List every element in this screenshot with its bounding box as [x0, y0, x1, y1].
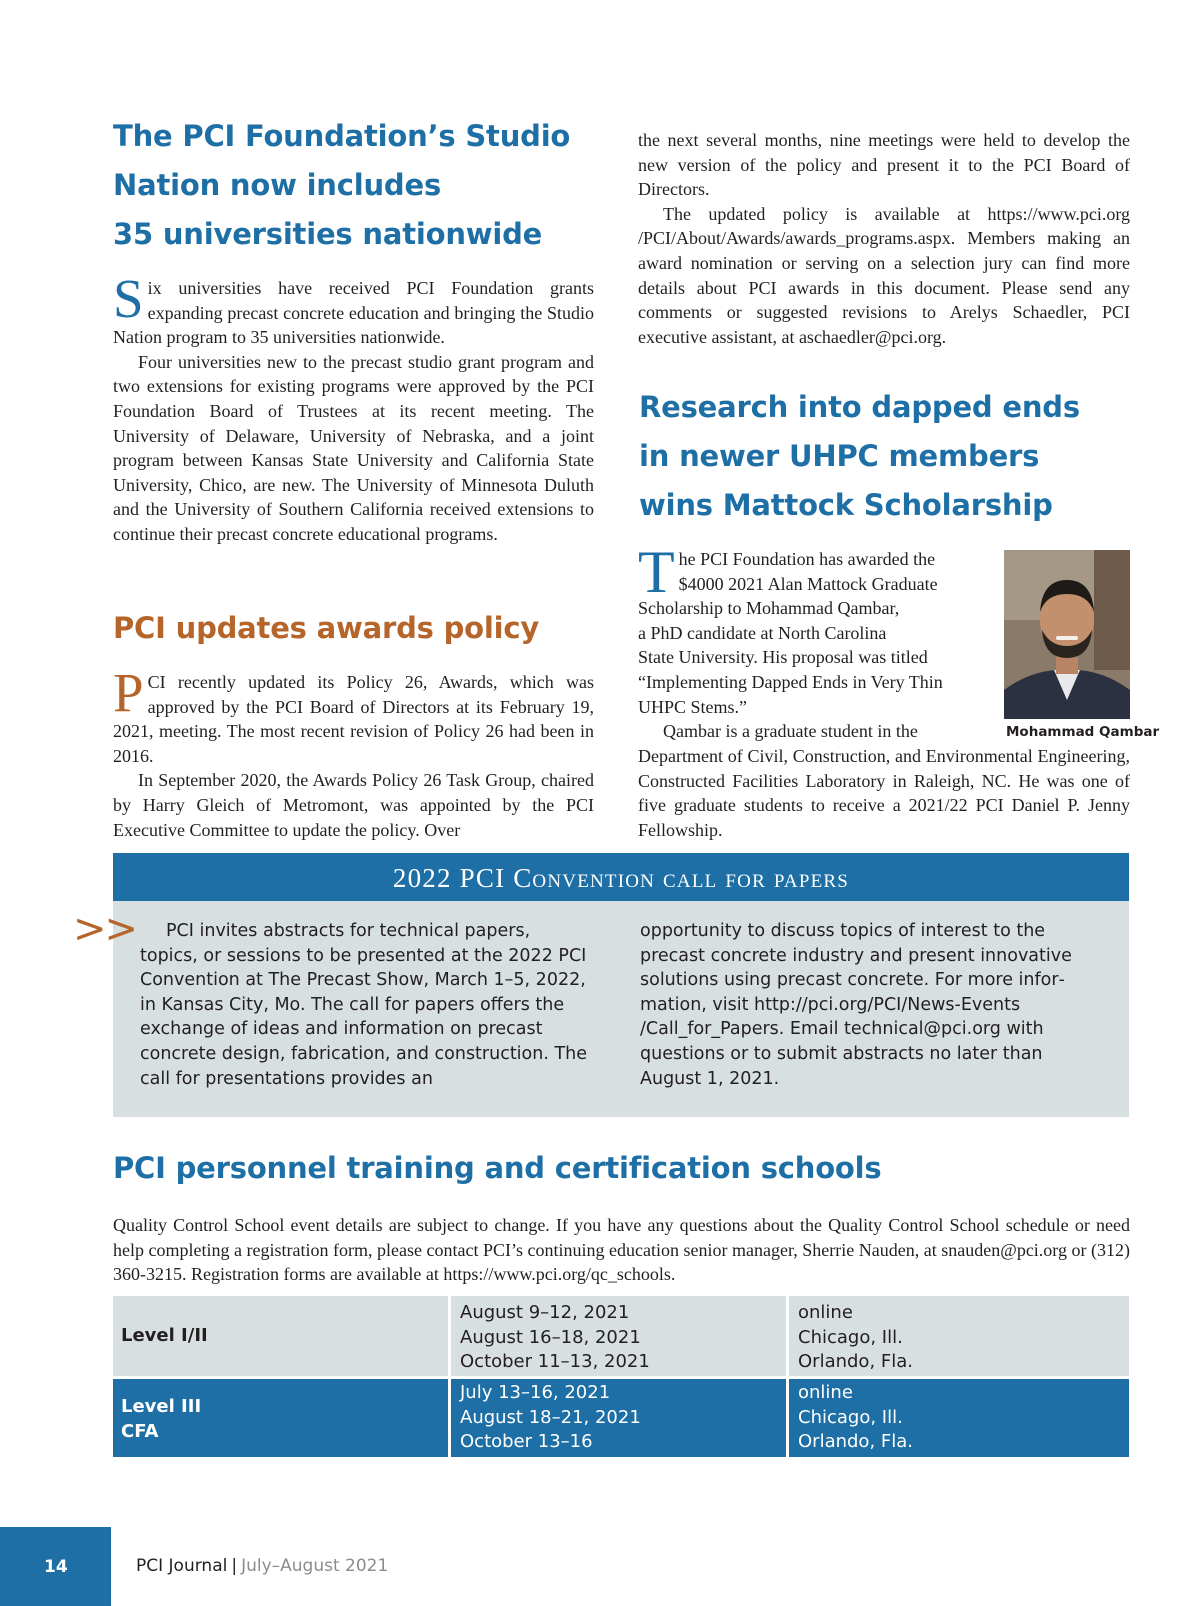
footer-journal — [136, 1556, 388, 1576]
schools-intro: Quality Control School event details are subject to change. If you have any questions about the Quality Control School schedule or need help completing a registration form, please contact PCI’s continuing education senior manager, Sherrie Nauden, at snauden@pci.org or (312) 360-3215. Registration forms are available at https://www.pci.org/qc_schools. — [113, 1215, 1130, 1285]
locations-cell — [789, 1296, 1129, 1376]
title-line: Research into dapped ends — [639, 390, 1080, 424]
locations-cell — [789, 1379, 1129, 1457]
paragraph: The updated policy is available at https://www.pci.org /PCI/About/Awards/awards_programs.aspx. Members making an award nomination or serving on a selection jury can find more details about PCI awards in this document. Please send any comments or suggested revisions to Arelys Schaedler, PCI executive assistant, at aschaedler@pci.org. — [638, 203, 1130, 347]
photo-caption: Mohammad Qambar — [1006, 724, 1160, 740]
schools-title: PCI personnel training and certification schools — [113, 1151, 882, 1185]
table-row — [113, 1296, 1129, 1376]
mattock-body-bottom — [638, 744, 1130, 842]
title-line: The PCI Foundation’s Studio — [113, 119, 571, 153]
portrait-image — [1004, 550, 1130, 719]
date: October 11–13, 2021 — [460, 1351, 650, 1373]
text-line: a PhD candidate at North Carolina — [638, 622, 887, 643]
date: October 13–16 — [460, 1431, 593, 1453]
level-cell — [113, 1379, 451, 1457]
text-line: Qambar is a graduate student in the — [663, 721, 918, 742]
article-studio-nation-body — [113, 268, 594, 547]
drop-cap: T — [638, 539, 675, 605]
call-for-papers-left: PCI invites abstracts for technical papers, topics, or sessions to be presented at the 2022 PCI Convention at The Precast Show, March 1–5, 2022, in Kansas City, Mo. The call for papers offers the exchange of ideas and information on precast concrete design, fabrication, and construction. The call for presentations provides an — [140, 921, 588, 1089]
paragraph: Four universities new to the precast studio grant program and two extensions for existing programs were approved by the PCI Foundation Board of Trustees at its recent meeting. The University of Delaware, University of Nebraska, and a joint program between Kansas State University and California State University, Chico, are new. The University of Minnesota Duluth and the University of Southern California received extensions to continue their precast concrete educational programs. — [113, 351, 594, 544]
page-number: 14 — [44, 1557, 68, 1577]
banner-title-text: 2022 PCI Convention call for papers — [392, 863, 850, 893]
dates-cell — [451, 1296, 789, 1376]
paragraph: Department of Civil, Construction, and Environmental Engineering, Constructed Facilities Laboratory in Raleigh, NC. He was one of five graduate students to receive a 2021/22 PCI Daniel P. Jenny Fellowship. — [638, 746, 1130, 840]
portrait-photo — [1004, 550, 1130, 719]
text-line: “Implementing Dapped Ends in Very Thin — [638, 671, 943, 692]
text-line: UHPC Stems.” — [638, 696, 748, 717]
chevron-right-icon: >> — [73, 906, 137, 952]
drop-cap: S — [113, 268, 144, 329]
text-line: $4000 2021 Alan Mattock Graduate — [678, 573, 938, 594]
article-title — [113, 112, 593, 259]
paragraph: the next several months, nine meetings were held to develop the new version of the policy and present it to the PCI Board of Directors. — [638, 130, 1130, 200]
drop-cap: P — [113, 662, 144, 723]
journal-name: PCI Journal — [136, 1556, 228, 1576]
paragraph: ix universities have received PCI Foundation grants expanding precast concrete education and bringing the Studio Nation program to 35 universities nationwide. — [113, 278, 594, 348]
date: July 13–16, 2021 — [460, 1382, 611, 1403]
date: August 9–12, 2021 — [460, 1302, 630, 1323]
title-line: wins Mattock Scholarship — [639, 488, 1053, 522]
location: online — [798, 1302, 853, 1323]
text-line: Scholarship to Mohammad Qambar, — [638, 598, 900, 619]
level-label: Level I/II — [121, 1325, 208, 1346]
location: online — [798, 1382, 853, 1403]
mattock-scholarship-title — [639, 383, 1080, 530]
call-for-papers-title — [113, 853, 1129, 901]
mattock-body-top — [638, 539, 998, 744]
call-for-papers-panel — [73, 853, 1129, 1117]
location: Orlando, Fla. — [798, 1351, 913, 1373]
level-label: Level III — [121, 1396, 202, 1417]
location: Chicago, Ill. — [798, 1406, 903, 1428]
date: August 16–18, 2021 — [460, 1326, 641, 1348]
title-line: Nation now includes — [113, 168, 442, 202]
call-for-papers-right: opportunity to discuss topics of interest to the precast concrete industry and present innovative solutions using precast concrete. For more information, visit http://pci.org/PCI/News-Events /Call_for_Papers. Email technical@pci.org with questions or to submit abstracts no later than August 1, 2021. — [640, 921, 1072, 1089]
text-line: he PCI Foundation has awarded the — [678, 549, 936, 569]
dates-cell — [451, 1379, 789, 1457]
awards-policy-body — [113, 662, 594, 842]
paragraph: CI recently updated its Policy 26, Awards, which was approved by the PCI Board of Directors at its February 19, 2021, meeting. The most recent revision of Policy 26 had been in 2016. — [113, 672, 594, 766]
article-studio-nation — [113, 112, 593, 259]
footer-separator: | — [231, 1556, 238, 1576]
location: Chicago, Ill. — [798, 1326, 903, 1348]
level-label: CFA — [121, 1420, 159, 1442]
date: August 18–21, 2021 — [460, 1406, 641, 1428]
paragraph: In September 2020, the Awards Policy 26 Task Group, chaired by Harry Gleich of Metromont, was appointed by the PCI Executive Committee to update the policy. Over — [113, 770, 594, 840]
title-line: in newer UHPC members — [639, 439, 1040, 473]
table-row — [113, 1379, 1129, 1457]
awards-policy-title: PCI updates awards policy — [113, 611, 540, 645]
issue-date: July–August 2021 — [241, 1556, 389, 1576]
text-line: State University. His proposal was titled — [638, 647, 928, 668]
level-cell — [113, 1296, 451, 1376]
title-line: 35 universities nationwide — [113, 217, 543, 251]
location: Orlando, Fla. — [798, 1431, 913, 1453]
awards-policy-body-continued — [638, 128, 1130, 349]
